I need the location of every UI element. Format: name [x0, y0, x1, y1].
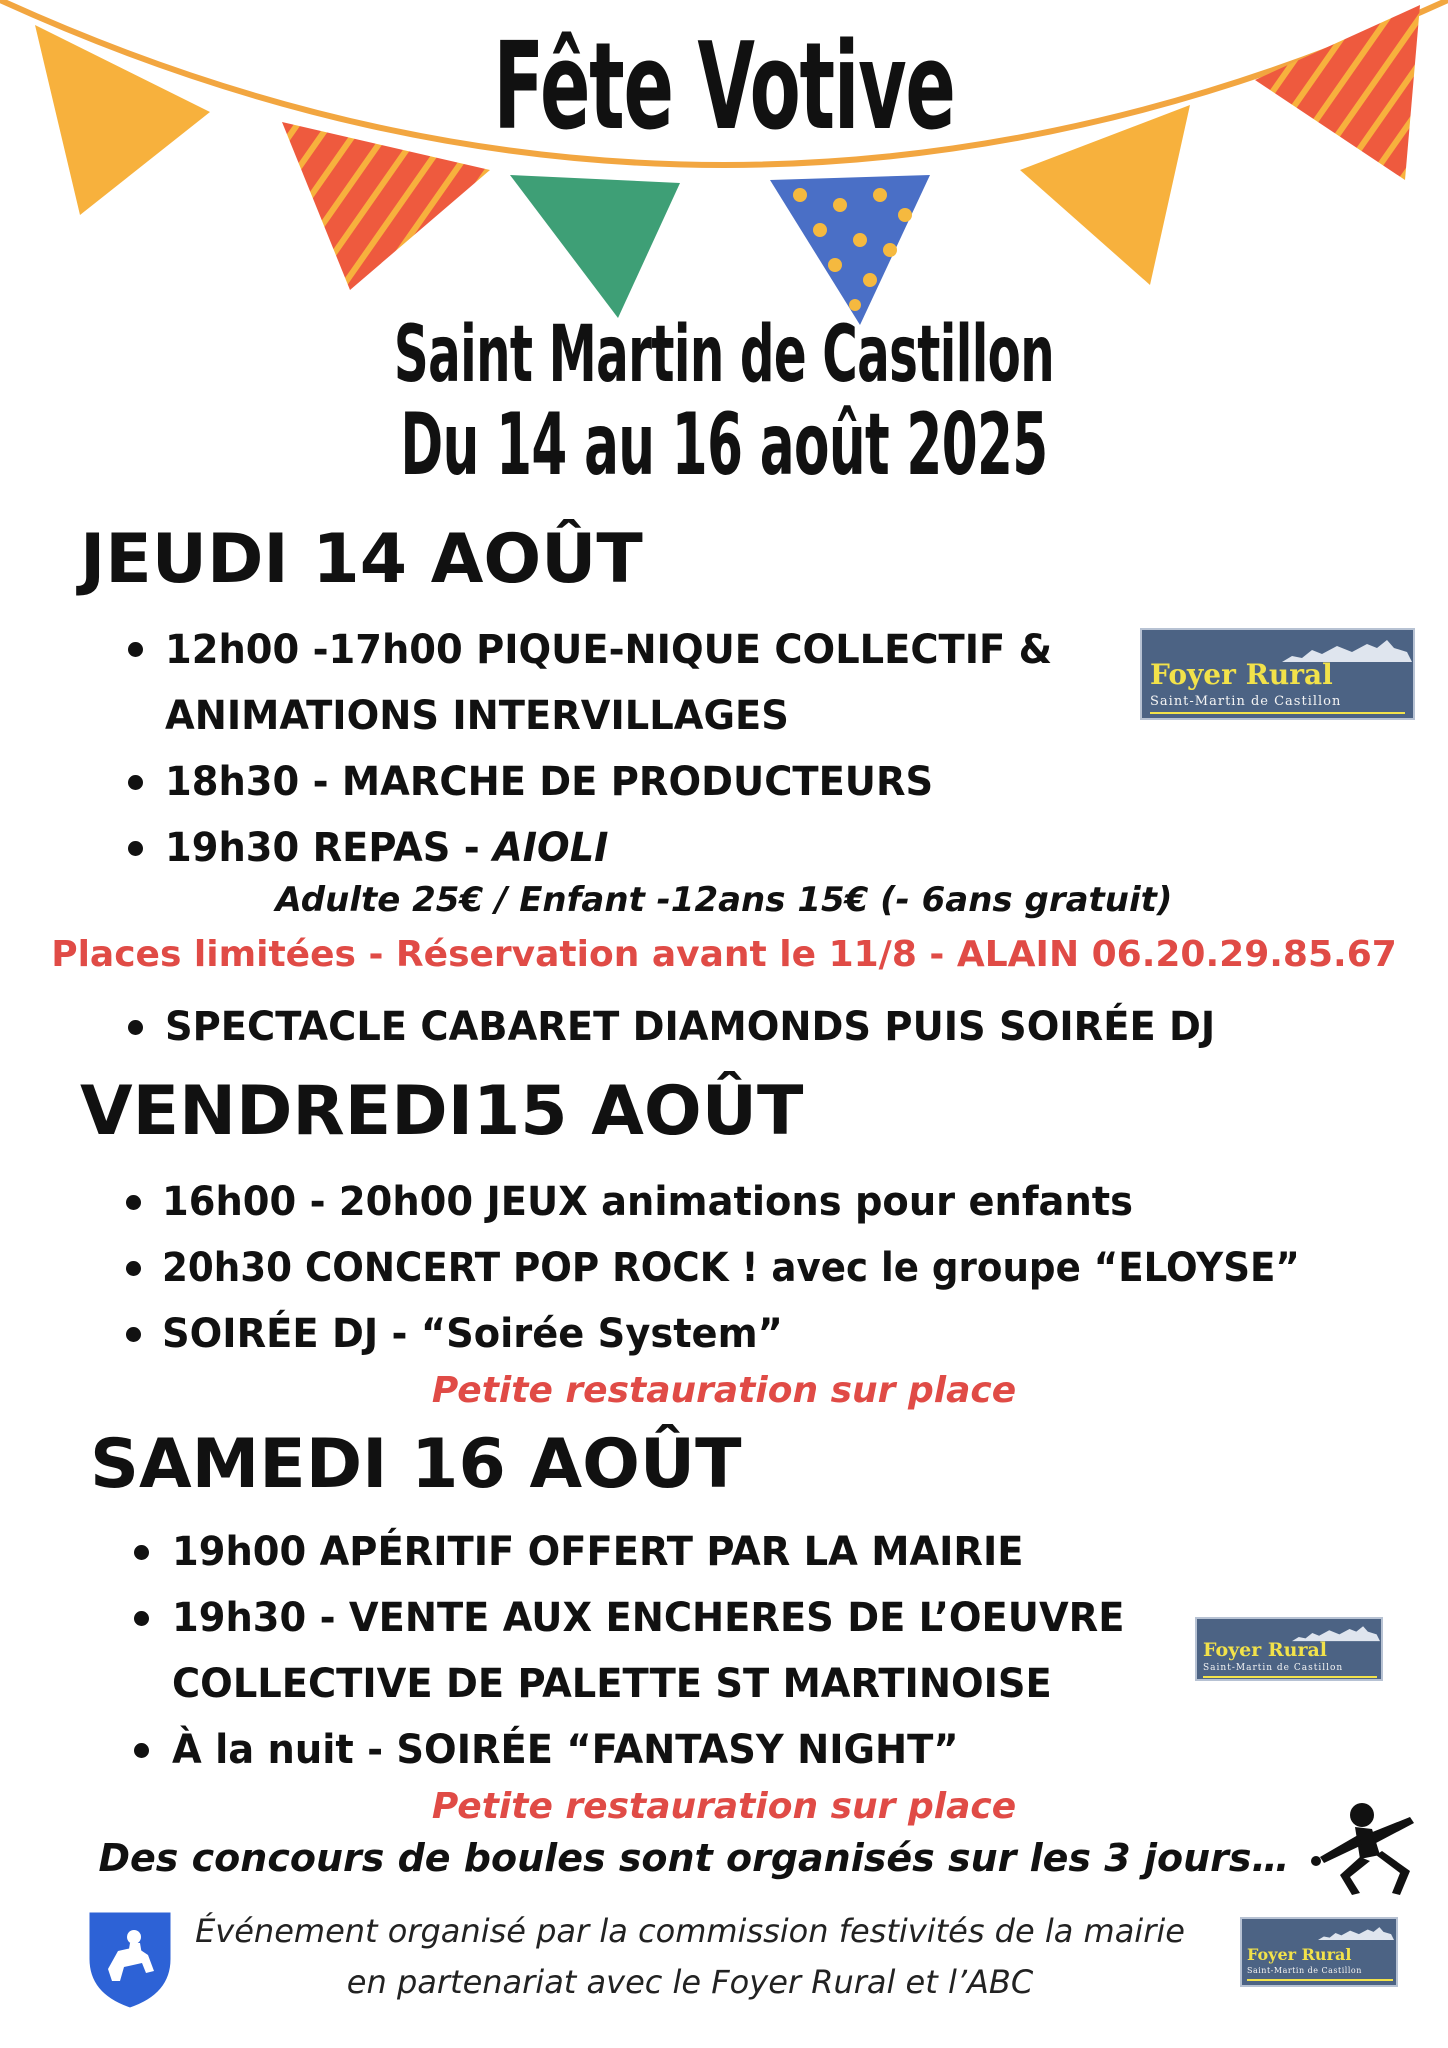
- bullet: [126, 1195, 141, 1210]
- list-item: 19h30 REPAS - AIOLI: [165, 825, 609, 871]
- food-note-saturday: Petite restauration sur place: [431, 1786, 1017, 1827]
- pennant-striped-right: [1255, 5, 1420, 180]
- list-item: À la nuit - SOIRÉE “FANTASY NIGHT”: [172, 1727, 959, 1773]
- village-skyline-icon: [1318, 1923, 1394, 1943]
- list-item: 16h00 - 20h00 JEUX animations pour enfants: [162, 1179, 1134, 1225]
- boules-info: Des concours de boules sont organisés sur les 3 jours…: [98, 1836, 1290, 1880]
- list-item: SOIRÉE DJ - “Soirée System”: [162, 1311, 783, 1357]
- day-heading-thursday: JEUDI 14 AOÛT: [80, 520, 643, 599]
- list-item: 19h00 APÉRITIF OFFERT PAR LA MAIRIE: [172, 1529, 1024, 1575]
- foyer-rural-logo: Foyer Rural Saint-Martin de Castillon: [1195, 1617, 1383, 1681]
- meal-name: AIOLI: [493, 825, 609, 871]
- list-item-continued: ANIMATIONS INTERVILLAGES: [165, 693, 789, 739]
- day-heading-saturday: SAMEDI 16 AOÛT: [90, 1425, 742, 1504]
- bullet: [134, 1743, 149, 1758]
- bullet: [128, 1020, 143, 1035]
- list-item: 18h30 - MARCHE DE PRODUCTEURS: [165, 759, 934, 805]
- event-dates: Du 14 au 16 août 2025: [400, 395, 1048, 495]
- bullet: [126, 1327, 141, 1342]
- bullet: [134, 1545, 149, 1560]
- footer-line-2: en partenariat avec le Foyer Rural et l’ABC: [346, 1963, 1034, 2001]
- reservation-info: Places limitées - Réservation avant le 11/8 - ALAIN 06.20.29.85.67: [51, 934, 1397, 975]
- event-location: Saint Martin de Castillon: [393, 310, 1055, 400]
- bullet: [128, 775, 143, 790]
- pennant-green: [510, 175, 680, 318]
- foyer-rural-logo: Foyer Rural Saint-Martin de Castillon: [1240, 1917, 1398, 1987]
- list-item: 12h00 -17h00 PIQUE-NIQUE COLLECTIF &: [165, 627, 1053, 673]
- meal-prices: Adulte 25€ / Enfant -12ans 15€ (- 6ans gratuit): [275, 880, 1173, 920]
- list-item-continued: COLLECTIVE DE PALETTE ST MARTINOISE: [172, 1661, 1052, 1707]
- list-item: SPECTACLE CABARET DIAMONDS PUIS SOIRÉE DJ: [165, 1004, 1216, 1050]
- petanque-player-icon: [1300, 1795, 1425, 1905]
- footer-line-1: Événement organisé par la commission festivités de la mairie: [195, 1912, 1185, 1950]
- list-item: 20h30 CONCERT POP ROCK ! avec le groupe “ELOYSE”: [162, 1245, 1300, 1291]
- day-heading-friday: VENDREDI15 AOÛT: [80, 1072, 804, 1151]
- bullet: [128, 841, 143, 856]
- list-item: 19h30 - VENTE AUX ENCHERES DE L’OEUVRE: [172, 1595, 1125, 1641]
- bullet: [128, 642, 143, 657]
- bullet: [126, 1261, 141, 1276]
- bullet: [134, 1611, 149, 1626]
- page-title: Fête Votive: [493, 18, 955, 157]
- foyer-rural-logo: Foyer Rural Saint-Martin de Castillon: [1140, 628, 1415, 720]
- food-note-friday: Petite restauration sur place: [431, 1370, 1017, 1411]
